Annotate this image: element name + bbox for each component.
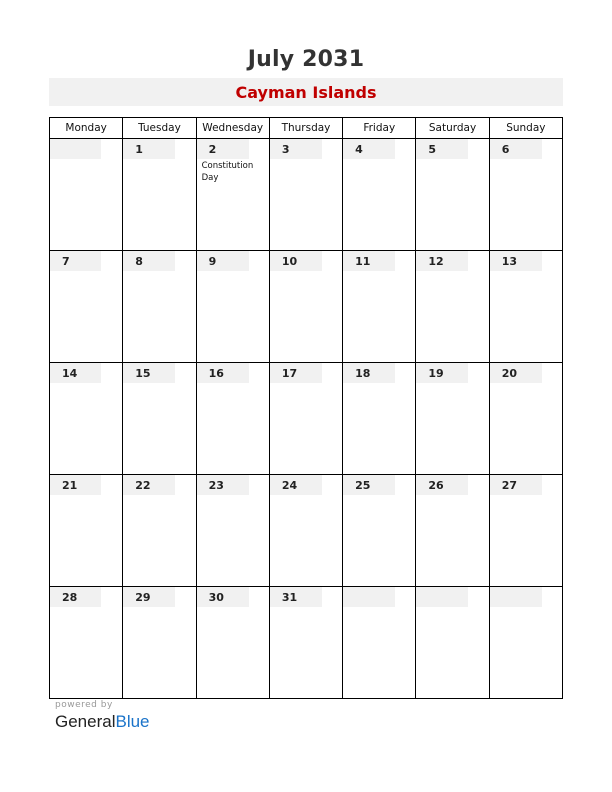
day-number (416, 587, 468, 607)
day-number: 15 (123, 363, 175, 383)
day-number: 16 (197, 363, 249, 383)
day-cell (123, 251, 196, 363)
day-number: 26 (416, 475, 468, 495)
weekday-header: Saturday (416, 118, 489, 139)
day-cell (50, 139, 123, 251)
day-number (343, 587, 395, 607)
day-cell (343, 139, 416, 251)
day-number: 22 (123, 475, 175, 495)
day-number: 24 (270, 475, 322, 495)
week-row (50, 251, 563, 363)
calendar-grid (49, 117, 563, 699)
day-number: 10 (270, 251, 322, 271)
footer (55, 700, 150, 732)
powered-by-text: powered by (55, 700, 113, 710)
day-number: 29 (123, 587, 175, 607)
weekday-header: Tuesday (123, 118, 196, 139)
brand-blue: Blue (115, 712, 150, 731)
day-number: 19 (416, 363, 468, 383)
day-number (50, 139, 101, 159)
brand-general: General (55, 712, 116, 731)
day-number: 4 (343, 139, 395, 159)
day-cell (50, 475, 123, 587)
day-number: 3 (270, 139, 322, 159)
day-cell (196, 475, 269, 587)
holiday-label: Constitution Day (201, 161, 254, 183)
day-cell (489, 363, 562, 475)
day-number: 11 (343, 251, 395, 271)
day-number: 23 (197, 475, 249, 495)
day-number: 8 (123, 251, 175, 271)
day-cell (196, 139, 269, 251)
day-cell (269, 475, 342, 587)
week-row (50, 587, 563, 699)
weekday-header-row (50, 118, 563, 139)
day-cell (123, 475, 196, 587)
day-number: 13 (490, 251, 542, 271)
day-cell (489, 139, 562, 251)
day-number: 18 (343, 363, 395, 383)
generalblue-logo[interactable] (55, 712, 150, 732)
day-number: 28 (50, 587, 101, 607)
day-cell (196, 587, 269, 699)
week-row (50, 139, 563, 251)
week-row (50, 363, 563, 475)
week-row (50, 475, 563, 587)
day-number: 30 (197, 587, 249, 607)
day-cell (196, 363, 269, 475)
day-number: 2 (197, 139, 249, 159)
day-cell (489, 587, 562, 699)
day-cell (50, 587, 123, 699)
weekday-header: Friday (343, 118, 416, 139)
day-cell (123, 363, 196, 475)
day-number: 1 (123, 139, 175, 159)
weekday-header: Wednesday (196, 118, 269, 139)
day-number: 20 (490, 363, 542, 383)
day-cell (269, 139, 342, 251)
weekday-header: Monday (50, 118, 123, 139)
day-cell (269, 587, 342, 699)
weekday-header: Sunday (489, 118, 562, 139)
day-cell (416, 475, 489, 587)
day-cell (196, 251, 269, 363)
weekday-header: Thursday (269, 118, 342, 139)
day-number: 6 (490, 139, 542, 159)
day-number: 21 (50, 475, 101, 495)
day-cell (416, 251, 489, 363)
day-cell (343, 251, 416, 363)
day-number: 27 (490, 475, 542, 495)
country-name: Cayman Islands (235, 83, 377, 102)
country-banner (49, 78, 563, 106)
day-cell (416, 587, 489, 699)
day-number: 25 (343, 475, 395, 495)
day-cell (416, 139, 489, 251)
day-cell (123, 139, 196, 251)
day-number: 12 (416, 251, 468, 271)
day-number: 9 (197, 251, 249, 271)
day-cell (343, 587, 416, 699)
calendar-title: July 2031 (247, 47, 365, 72)
day-number (490, 587, 542, 607)
day-cell (489, 251, 562, 363)
day-cell (269, 363, 342, 475)
day-number: 14 (50, 363, 101, 383)
day-cell (50, 363, 123, 475)
day-cell (343, 475, 416, 587)
day-cell (489, 475, 562, 587)
day-cell (343, 363, 416, 475)
day-number: 31 (270, 587, 322, 607)
day-cell (269, 251, 342, 363)
day-number: 5 (416, 139, 468, 159)
day-cell (50, 251, 123, 363)
day-number: 7 (50, 251, 101, 271)
day-cell (123, 587, 196, 699)
day-number: 17 (270, 363, 322, 383)
day-cell (416, 363, 489, 475)
